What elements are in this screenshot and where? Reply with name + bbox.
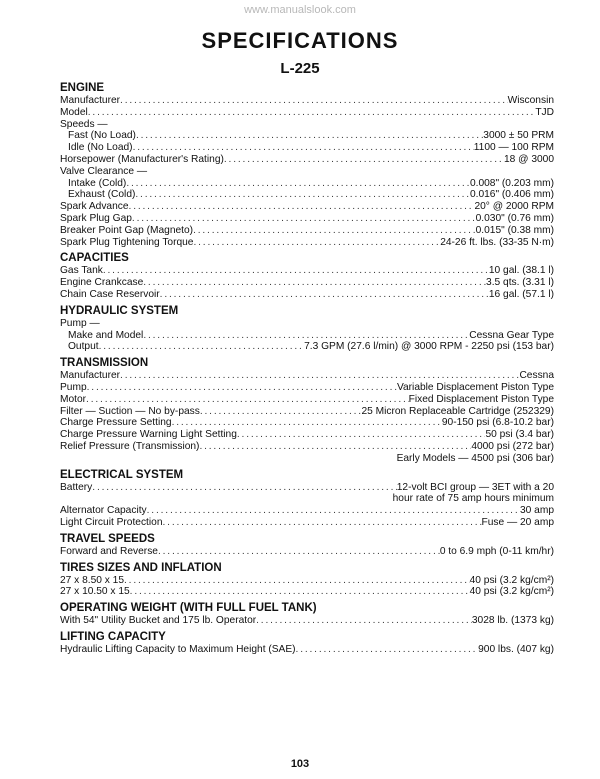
spec-value: 0.016" (0.406 mm) — [469, 189, 554, 201]
spec-row — [60, 201, 554, 213]
spec-row — [60, 330, 554, 342]
spec-row — [60, 406, 554, 418]
spec-row — [60, 417, 554, 429]
section-hydraulic-title: HYDRAULIC SYSTEM — [60, 304, 179, 317]
spec-value: Cessna Gear Type — [469, 329, 554, 341]
spec-label: Spark Advance — [60, 201, 129, 213]
spec-row — [60, 119, 554, 131]
spec-row — [60, 237, 554, 249]
spec-value: 25 Micron Replaceable Cartridge (252329) — [361, 405, 554, 417]
spec-row — [60, 95, 554, 107]
spec-label: Relief Pressure (Transmission) — [60, 440, 200, 452]
spec-label: Make and Model — [68, 329, 144, 341]
spec-label: Exhaust (Cold) — [68, 189, 136, 201]
section-engine-title: ENGINE — [60, 82, 105, 94]
spec-row — [60, 130, 554, 142]
spec-label: Alternator Capacity — [60, 505, 147, 517]
spec-value: 3.5 qts. (3.31 l) — [486, 277, 554, 289]
section-travel-title: TRAVEL SPEEDS — [60, 532, 155, 545]
spec-label: Charge Pressure Warning Light Setting — [60, 429, 237, 441]
page-title: SPECIFICATIONS — [201, 28, 399, 53]
spec-value: Fuse — 20 amp — [481, 516, 554, 528]
spec-value: Wisconsin — [507, 95, 554, 106]
spec-label: Valve Clearance — — [60, 165, 148, 177]
spec-row — [60, 615, 554, 627]
spec-row — [60, 225, 554, 237]
spec-row — [60, 265, 554, 277]
spec-label: With 54" Utility Bucket and 175 lb. Operator — [60, 615, 257, 627]
spec-label: Forward and Reverse — [60, 545, 158, 557]
spec-value: 7.3 GPM (27.6 l/min) @ 3000 RPM - 2250 psi (153 bar) — [304, 341, 554, 353]
site-watermark: www.manualslook.com — [244, 4, 356, 16]
spec-label: Hydraulic Lifting Capacity to Maximum Height (SAE) — [60, 643, 296, 655]
spec-label: Horsepower (Manufacturer's Rating) — [60, 153, 224, 165]
spec-value: 3000 ± 50 PRM — [483, 130, 554, 142]
spec-row — [60, 586, 554, 598]
section-transmission-title: TRANSMISSION — [60, 357, 149, 370]
spec-label: Idle (No Load) — [68, 142, 133, 154]
spec-value: 50 psi (3.4 bar) — [485, 429, 554, 441]
spec-value: Cessna — [519, 370, 554, 382]
spec-label: Filter — Suction — No by-pass — [60, 405, 200, 417]
spec-label: Pump — — [60, 317, 100, 329]
page-number: 103 — [290, 758, 310, 770]
spec-label: Model — [60, 106, 88, 118]
spec-value: 900 lbs. (407 kg) — [478, 643, 554, 655]
spec-row — [60, 429, 554, 441]
spec-row — [60, 644, 554, 656]
spec-content — [60, 82, 554, 656]
section-capacities-title: CAPACITIES — [60, 252, 129, 265]
section-lifting-title: LIFTING CAPACITY — [60, 630, 166, 643]
spec-row — [60, 154, 554, 166]
spec-value: 1100 — 100 RPM — [473, 142, 554, 154]
spec-row — [60, 505, 554, 517]
spec-label: Light Circuit Protection — [60, 516, 163, 528]
spec-label: Spark Plug Gap — [60, 212, 132, 224]
spec-label: Spark Plug Tightening Torque — [60, 236, 194, 248]
spec-row — [60, 318, 554, 330]
spec-value: TJD — [535, 106, 554, 118]
spec-row — [60, 394, 554, 406]
spec-row — [60, 517, 554, 529]
spec-value: 24-26 ft. lbs. (33-35 N·m) — [440, 236, 554, 248]
spec-label: Chain Case Reservoir — [60, 288, 160, 300]
spec-value: Fixed Displacement Piston Type — [408, 393, 554, 405]
spec-value: 16 gal. (57.1 l) — [488, 288, 554, 300]
spec-value: 3028 lb. (1373 kg) — [471, 615, 554, 627]
spec-value: 0 to 6.9 mph (0-11 km/hr) — [439, 545, 554, 557]
spec-row — [60, 341, 554, 353]
spec-row — [60, 107, 554, 119]
spec-row — [60, 382, 554, 394]
spec-value: 0.030" (0.76 mm) — [475, 212, 554, 224]
spec-label: Battery — [60, 481, 93, 493]
spec-row — [60, 441, 554, 453]
spec-value: 30 amp — [520, 505, 554, 517]
section-weight-title: OPERATING WEIGHT (WITH FULL FUEL TANK) — [60, 602, 317, 615]
spec-value: 90-150 psi (6.8-10.2 bar) — [441, 417, 554, 429]
spec-row — [60, 213, 554, 225]
spec-continuation: hour rate of 75 amp hours minimum — [392, 493, 554, 505]
spec-row — [60, 142, 554, 154]
spec-continuation: Early Models — 4500 psi (306 bar) — [396, 452, 554, 464]
spec-row — [60, 546, 554, 558]
spec-label: Pump — [60, 381, 87, 393]
spec-label: Manufacturer — [60, 370, 121, 382]
spec-value: 40 psi (3.2 kg/cm²) — [469, 574, 554, 586]
spec-value: 4000 psi (272 bar) — [471, 440, 554, 452]
spec-row — [60, 178, 554, 190]
spec-label: Motor — [60, 393, 87, 405]
spec-row — [60, 189, 554, 201]
spec-row — [60, 370, 554, 382]
spec-row — [60, 277, 554, 289]
spec-label: Output — [68, 341, 99, 353]
spec-label: Engine Crankcase — [60, 277, 144, 289]
spec-value: 20° @ 2000 RPM — [474, 201, 554, 213]
spec-value: 12-volt BCI group — 3ET with a 20 — [396, 481, 554, 493]
spec-label: Intake (Cold) — [68, 177, 127, 189]
spec-value: 18 @ 3000 — [504, 153, 554, 165]
section-electrical-title: ELECTRICAL SYSTEM — [60, 468, 184, 481]
spec-label: Manufacturer — [60, 95, 121, 106]
spec-label: 27 x 10.50 x 15 — [60, 586, 130, 598]
spec-row — [60, 166, 554, 178]
spec-value: 0.015" (0.38 mm) — [475, 224, 554, 236]
spec-value: 0.008" (0.203 mm) — [469, 177, 554, 189]
spec-row — [60, 575, 554, 587]
spec-value: 10 gal. (38.1 l) — [488, 265, 554, 277]
spec-label: Speeds — — [60, 118, 108, 130]
spec-row — [60, 482, 554, 494]
spec-value: Variable Displacement Piston Type — [396, 381, 554, 393]
spec-label: Charge Pressure Setting — [60, 417, 172, 429]
section-tires-title: TIRES SIZES AND INFLATION — [60, 561, 222, 574]
spec-label: Fast (No Load) — [68, 130, 136, 142]
spec-label: Gas Tank — [60, 265, 103, 277]
spec-row — [60, 289, 554, 301]
spec-label: Breaker Point Gap (Magneto) — [60, 224, 194, 236]
spec-label: 27 x 8.50 x 15 — [60, 574, 125, 586]
model-subtitle: L-225 — [280, 60, 320, 77]
spec-value: 40 psi (3.2 kg/cm²) — [469, 586, 554, 598]
